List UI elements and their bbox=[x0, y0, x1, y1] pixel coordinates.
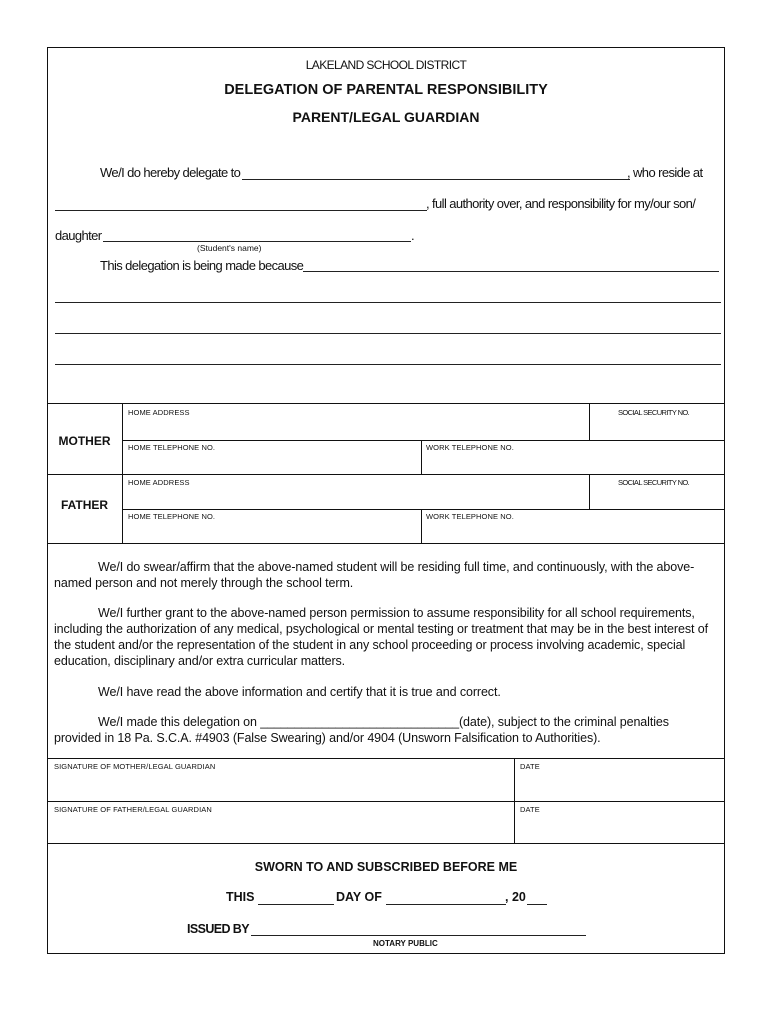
mother-home-address-label: HOME ADDRESS bbox=[128, 408, 190, 417]
notary-public-label: NOTARY PUBLIC bbox=[373, 939, 438, 948]
delegate-to-label: We/I do hereby delegate to bbox=[100, 165, 241, 180]
reason-line-3[interactable] bbox=[55, 333, 721, 334]
issued-by-field[interactable] bbox=[251, 935, 586, 936]
mother-signature-field[interactable] bbox=[47, 758, 514, 801]
form-subtitle: PARENT/LEGAL GUARDIAN bbox=[292, 109, 480, 125]
student-name-caption: (Student's name) bbox=[197, 243, 262, 253]
month-field[interactable] bbox=[386, 904, 506, 905]
address-field[interactable] bbox=[55, 210, 427, 211]
father-signature-field[interactable] bbox=[47, 801, 514, 843]
year-field[interactable] bbox=[527, 904, 547, 905]
father-signature-label: SIGNATURE OF FATHER/LEGAL GUARDIAN bbox=[54, 805, 212, 814]
delegate-name-field[interactable] bbox=[242, 179, 630, 180]
father-ssn-field[interactable] bbox=[589, 474, 725, 509]
sworn-heading: SWORN TO AND SUBSCRIBED BEFORE ME bbox=[254, 860, 518, 874]
father-ssn-label: SOCIAL SECURITY NO. bbox=[618, 478, 690, 487]
statement-permission: We/I further grant to the above-named person permission to assume responsibility for all school requirements, including the authorization of any medical, psychological or mental testing or treatment that may be in the best interest of the student and/or the representation of the student in any school proceeding or process involving academic, special education, disciplinary and/or extra curricular matters. bbox=[54, 606, 708, 668]
mother-date-field[interactable] bbox=[514, 758, 725, 801]
father-label: FATHER bbox=[60, 498, 109, 512]
mother-ssn-label: SOCIAL SECURITY NO. bbox=[618, 408, 690, 417]
daughter-label: daughter bbox=[55, 228, 102, 243]
daughter-period: . bbox=[411, 228, 415, 243]
district-name: LAKELAND SCHOOL DISTRICT bbox=[305, 58, 467, 72]
statement-residence: We/I do swear/affirm that the above-named student will be residing full time, and continuously, with the above-named person and not merely through the school term. bbox=[54, 560, 695, 590]
mother-label: MOTHER bbox=[58, 434, 111, 448]
reason-line-2[interactable] bbox=[55, 302, 721, 303]
father-home-address-field[interactable] bbox=[122, 474, 589, 509]
father-date-field[interactable] bbox=[514, 801, 725, 843]
father-work-phone-field[interactable] bbox=[421, 509, 725, 543]
mother-signature-label: SIGNATURE OF MOTHER/LEGAL GUARDIAN bbox=[54, 762, 216, 771]
father-home-address-label: HOME ADDRESS bbox=[128, 478, 190, 487]
mother-home-phone-field[interactable] bbox=[122, 440, 421, 474]
mother-work-phone-field[interactable] bbox=[421, 440, 725, 474]
reason-line-4[interactable] bbox=[55, 364, 721, 365]
this-label: THIS bbox=[226, 890, 255, 904]
year-prefix: , 20 bbox=[505, 890, 526, 904]
statement-certify: We/I have read the above information and certify that it is true and correct. bbox=[98, 685, 501, 699]
mother-date-label: DATE bbox=[520, 762, 540, 771]
mother-home-phone-label: HOME TELEPHONE NO. bbox=[128, 443, 216, 452]
reside-at-label: , who reside at bbox=[627, 165, 703, 180]
statements-divider bbox=[47, 543, 725, 544]
reason-label: This delegation is being made because bbox=[100, 258, 304, 273]
father-date-label: DATE bbox=[520, 805, 540, 814]
father-home-phone-field[interactable] bbox=[122, 509, 421, 543]
form-title: DELEGATION OF PARENTAL RESPONSIBILITY bbox=[224, 82, 548, 98]
statement-date-suffix: (date), subject to the criminal penalties provided in 18 Pa. S.C.A. #4903 (False Swearing) and/or 4904 (Unsworn Falsification to Authorities). bbox=[54, 715, 669, 745]
mother-work-phone-label: WORK TELEPHONE NO. bbox=[426, 443, 514, 452]
issued-by-label: ISSUED BY bbox=[187, 922, 249, 936]
father-work-phone-label: WORK TELEPHONE NO. bbox=[426, 512, 514, 521]
day-of-label: DAY OF bbox=[336, 890, 382, 904]
delegation-date-field[interactable]: _____________________________ bbox=[260, 715, 459, 729]
day-field[interactable] bbox=[258, 904, 334, 905]
mother-ssn-field[interactable] bbox=[589, 403, 725, 440]
statement-date bbox=[54, 714, 719, 746]
student-name-field[interactable] bbox=[103, 241, 411, 242]
mother-home-address-field[interactable] bbox=[122, 403, 589, 440]
reason-field[interactable] bbox=[303, 271, 719, 272]
statement-date-prefix: We/I made this delegation on bbox=[98, 715, 257, 729]
father-home-phone-label: HOME TELEPHONE NO. bbox=[128, 512, 216, 521]
authority-text: , full authority over, and responsibility for my/our son/ bbox=[426, 196, 696, 211]
notary-divider bbox=[47, 843, 725, 844]
